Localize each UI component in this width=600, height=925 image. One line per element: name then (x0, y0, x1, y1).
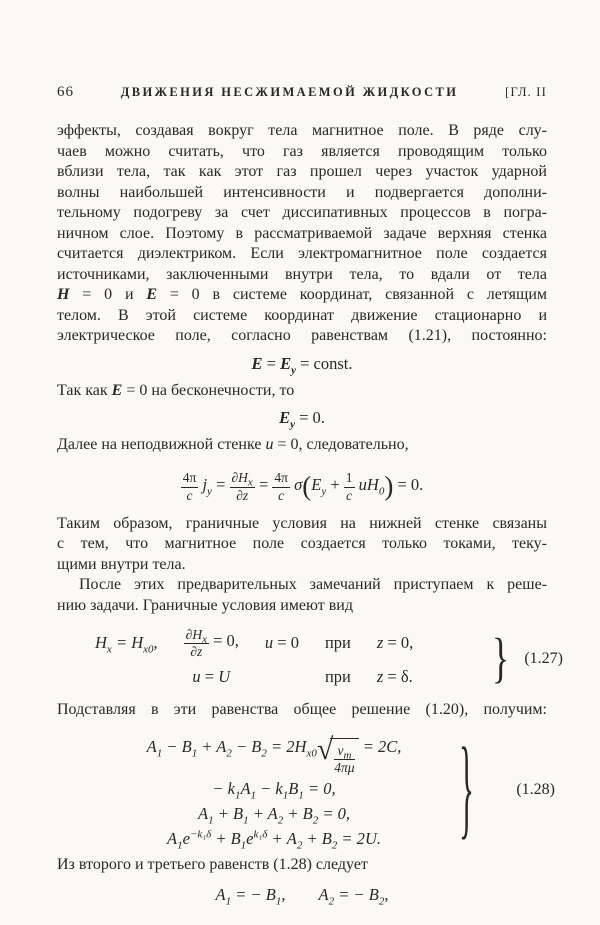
running-title: ДВИЖЕНИЯ НЕСЖИМАЕМОЙ ЖИДКОСТИ (120, 85, 459, 99)
math-token: + (326, 474, 344, 494)
paragraph-2 (57, 381, 547, 402)
var-E-y: $E_y$ (279, 408, 295, 431)
text-segment: = 0, следовательно, (273, 436, 409, 453)
equation-1-27 (57, 626, 563, 692)
fraction-4pi-c: $\frac{4\pi}{c}$ (274, 470, 288, 503)
text-line: считается диэлектриком. Если электромагнитное поле создается (57, 245, 547, 262)
text-line: ничном слое. Поэтому в рассматриваемой задаче верхняя стенка (57, 224, 547, 242)
equation-line-2: − $k_1A_1 - k_1B_1 = 0$, (212, 778, 336, 801)
equation-current-density (57, 465, 547, 505)
term-z-zero: z = 0, (376, 632, 414, 652)
var-sigma: σ (294, 474, 303, 494)
term-u-U: u = U (192, 667, 231, 687)
equation-e-const (57, 353, 547, 375)
term-Hx-Hx0: $H_x = H_{x0}$, (95, 632, 158, 655)
fraction-1-c: $\frac{1}{c}$ (345, 470, 353, 503)
page-body (57, 121, 563, 908)
square-root: √ $\frac{\nu_m}{4\pi\mu}$ (317, 737, 359, 756)
text-line: тельному подогреву за счет диссипативных процессов в погра- (57, 204, 547, 221)
term-dHx-dz: $\frac{\partial H_x}{\partial z}$ = 0, (185, 626, 239, 659)
equation-line-1: $A_1 - B_1 + A_2 - B_2 = 2H_{x0}√$ $\frac{\nu_m}{4\pi\mu}$ = 2C, (146, 732, 402, 775)
text-line: источниками, заключенными внутри тела, то вдали от тела (57, 265, 547, 283)
equation-number: (1.27) (524, 649, 563, 667)
math-token: = 0. (393, 474, 424, 494)
text-line: чаев можно считать, что газ является проводящим только (57, 142, 547, 160)
term-u-zero: u = 0 (264, 632, 299, 652)
text-line: вблизи тела, так как этот газ прошел через участок ударной (57, 163, 547, 180)
paragraph-3 (57, 435, 547, 456)
fraction-4pi-c: $\frac{4\pi}{c}$ (182, 470, 197, 503)
text-line: После этих предварительных замечаний приступаем к реше- (79, 576, 547, 593)
text-line: волны наибольшей интенсивности и подвергается дополни- (57, 183, 547, 201)
text-line: телом. В этой системе координат движение стационарно и (57, 306, 547, 324)
equation-line-3: $A_1 + B_1 + A_2 + B_2 = 0$, (197, 803, 350, 826)
var-E-y: $E_y$ (311, 474, 327, 497)
text-line: Таким образом, граничные условия на нижней стенке связаны (57, 514, 547, 532)
var-E: E (146, 286, 158, 303)
var-E: E (251, 353, 263, 373)
var-E-y: $E_y$ (280, 353, 296, 376)
paragraph-1 (57, 121, 547, 347)
math-token: = 0. (294, 408, 325, 427)
term-z-delta: z = δ. (376, 667, 413, 687)
page-number: 66 (57, 84, 74, 100)
var-j-y: $j_y$ (202, 474, 212, 497)
system-brace: } (491, 627, 509, 689)
math-token: = (211, 474, 230, 494)
text-line: щими внутри тела. (57, 555, 186, 573)
math-token: = (262, 353, 281, 373)
text-segment: = 0 на бесконечности, то (122, 381, 295, 399)
var-uH0: $uH_0$ (358, 474, 385, 497)
paragraph-5 (57, 575, 547, 616)
var-E: E (111, 381, 123, 399)
equation-number: (1.28) (516, 780, 555, 798)
text-line: нию задачи. Граничные условия имеют вид (57, 596, 353, 614)
system-brace: } (459, 724, 474, 850)
paragraph-7: Из второго и третьего равенств (1.28) следует (57, 855, 368, 873)
math-token: = (254, 474, 273, 494)
equation-a-b: $A_1$ = − $B_1$, $A_2$ = − $B_2$, (215, 885, 389, 908)
math-token: = 0 в системе координат, связанной с летящим (157, 286, 548, 303)
paragraph-4 (57, 514, 547, 576)
open-paren: ( (302, 470, 312, 501)
equation-ey-zero (57, 407, 547, 429)
text-line-with-math (57, 285, 547, 306)
equation-1-28 (57, 724, 555, 851)
equation-grid (95, 626, 439, 692)
close-paren: ) (384, 470, 394, 501)
condition-pri: при (324, 632, 351, 652)
text-line: электрическое поле, согласно равенствам (1.21), постоянно: (57, 327, 547, 344)
running-head (57, 84, 547, 101)
text-segment: Так как (57, 381, 112, 399)
math-token: = const. (295, 353, 353, 373)
fraction-dHx-dz: $\frac{\partial H_x}{\partial z}$ (185, 626, 207, 659)
fraction-num-4pimu: $\frac{\nu_m}{4\pi\mu}$ (334, 742, 355, 775)
var-u: u (265, 436, 274, 453)
fraction-dHx-dz: $\frac{\partial H_x}{\partial z}$ (231, 470, 253, 503)
equation-line-4: $A_1e^{-k_1\delta} + B_1e^{k_1\delta} + A_2 + B_2 = 2U$. (167, 828, 381, 851)
var-H: H (57, 286, 70, 303)
text-line: эффекты, создавая вокруг тела магнитное поле. В ряде слу- (57, 122, 547, 139)
text-segment: Далее на неподвижной стенке (57, 436, 266, 453)
math-token: = 0 и (69, 286, 147, 303)
paragraph-6: Подставляя в эти равенства общее решение (1.20), получим: (57, 701, 547, 719)
condition-pri: при (324, 667, 351, 687)
text-line: с тем, что магнитное поле создается только токами, теку- (57, 535, 547, 552)
chapter-marker: [ГЛ. II (505, 85, 547, 99)
